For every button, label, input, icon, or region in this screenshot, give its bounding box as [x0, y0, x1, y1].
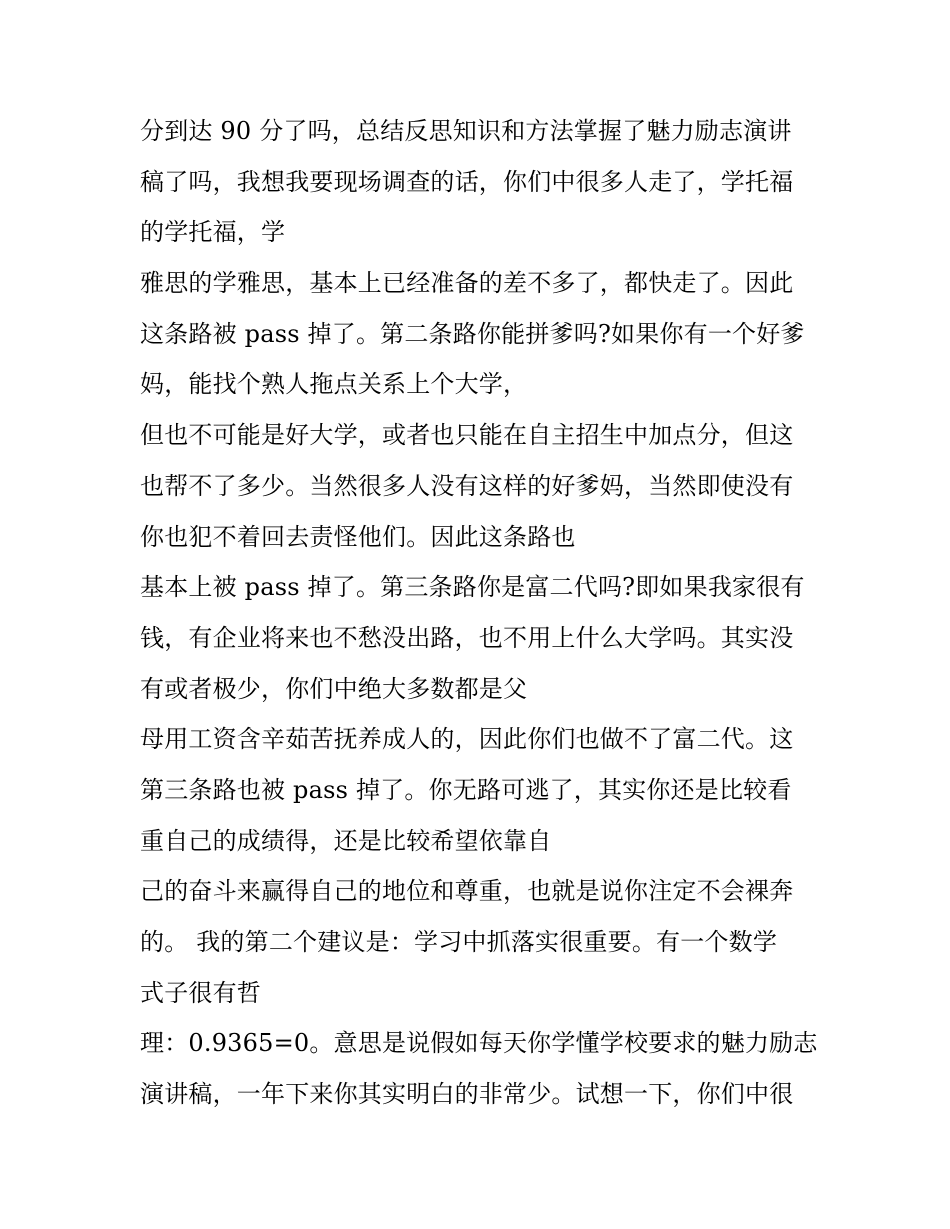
text-line: 演讲稿，一年下来你其实明白的非常少。试想一下，你们中很 [140, 1080, 794, 1109]
text-line: 钱，有企业将来也不愁没出路，也不用上什么大学吗。其实没 [140, 623, 794, 652]
text-line: 你也犯不着回去责怪他们。因此这条路也 [140, 522, 576, 551]
text-line: 理：0.9365=0。意思是说假如每天你学懂学校要求的魅力励志 [140, 1029, 818, 1058]
text-line: 第三条路也被 pass 掉了。你无路可逃了，其实你还是比较看 [140, 775, 792, 804]
text-line: 妈，能找个熟人拖点关系上个大学， [140, 370, 528, 399]
text-line: 的。 我的第二个建议是：学习中抓落实很重要。有一个数学 [140, 928, 778, 956]
document-body [140, 106, 830, 1120]
text-line: 分到达 90 分了吗，总结反思知识和方法掌握了魅力励志演讲 [140, 117, 792, 145]
text-line: 但也不可能是好大学，或者也只能在自主招生中加点分，但这 [140, 421, 794, 450]
text-line: 这条路被 pass 掉了。第二条路你能拼爹吗?如果你有一个好爹 [140, 319, 805, 348]
text-line: 基本上被 pass 掉了。第三条路你是富二代吗?即如果我家很有 [140, 573, 805, 602]
text-line: 有或者极少，你们中绝大多数都是父 [140, 674, 528, 703]
text-line: 的学托福，学 [140, 218, 286, 247]
text-line: 式子很有哲 [140, 978, 261, 1007]
text-line: 雅思的学雅思，基本上已经准备的差不多了，都快走了。因此 [140, 269, 794, 298]
text-line: 重自己的成绩得，还是比较希望依靠自 [140, 826, 552, 855]
text-line: 也帮不了多少。当然很多人没有这样的好爹妈，当然即使没有 [140, 471, 794, 500]
text-line: 己的奋斗来赢得自己的地位和尊重，也就是说你注定不会裸奔 [140, 877, 794, 906]
text-line: 母用工资含辛茹苦抚养成人的，因此你们也做不了富二代。这 [140, 725, 794, 754]
text-line: 稿了吗，我想我要现场调查的话，你们中很多人走了，学托福 [140, 167, 794, 196]
